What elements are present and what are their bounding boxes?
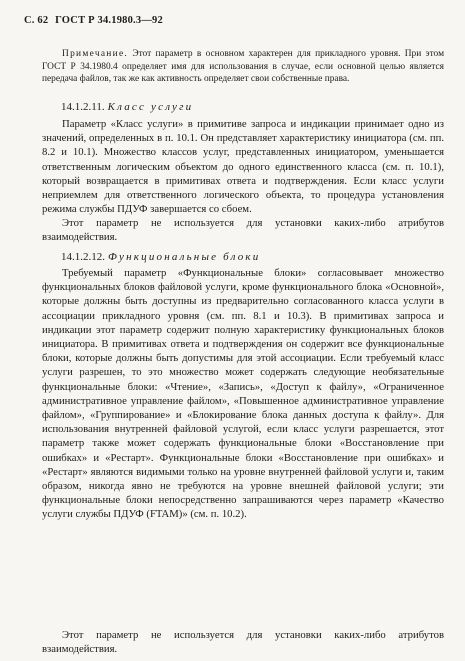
note-paragraph <box>42 48 444 86</box>
section-number: 14.1.2.11. <box>61 101 105 113</box>
standard-code: ГОСТ Р 34.1980.3—92 <box>55 15 163 26</box>
note-text: Этот параметр в основном характерен для прикладного уровня. При этом ГОСТ Р 34.1980.4 определяет имя для использования в случае, если основной целью является передача файлов, так же как активность определяет свои собственные права. <box>42 49 444 85</box>
section-title: Класс услуги <box>107 101 194 113</box>
service-class-note-paragraph: Этот параметр не используется для установки каких-либо атрибутов взаимодействия. <box>42 217 444 244</box>
section-heading-service-class <box>61 101 193 113</box>
section-number: 14.1.2.12. <box>61 251 105 263</box>
page-header <box>24 15 163 26</box>
service-class-paragraph: Параметр «Класс услуги» в примитиве запроса и индикации принимает одно из значений, определенных в п. 10.1. Он представляет характеристику инициатора (см. пп. 8.2 и 10.1). Множество классов услуг, представленных инициатором, уменьшается ответственным логическим объектом до одного единственного класса (см. п. 10.1), который возвращается в примитивах ответа и подтверждения. Если класс услуги неприемлем для ответственного логического объекта, то процедура установления режима службы ПДУФ завершается со сбоем. <box>42 118 444 216</box>
section-heading-functional-units <box>61 251 260 263</box>
note-label: Примечание. <box>62 49 129 59</box>
functional-units-paragraph: Требуемый параметр «Функциональные блоки» согласовывает множество функциональных блоков файловой услуги, кроме функционального блока «Основной», которые должны быть доступны из предварительно согласованного класса услуги в ассоциации прикладного уровня (см. пп. 8.1 и 10.3). В примитивах запроса и индикации этот параметр содержит полную характеристику функциональных блоков инициатора. В примитивах ответа и подтверждения он содержит все функциональные блоки, которые должны быть допустимы для этой ассоциации. Если требуемый класс услуги разрешен, то это множество может содержать следующие необязательные функциональные блоки: «Чтение», «Запись», «Доступ к файлу», «Ограниченное административное управление файлом», «Повышенное административное управление файлом», «Группирование» и «Блокирование блока данных доступа к файлу». Для использования внутренней файловой услугой, если класс услуги разрешается, этот параметр также может содержать функциональные блоки «Восстановление при ошибках» и «Рестарт». Функциональные блоки «Восстановление при ошибках» и «Рестарт» являются видимыми только на уровне внутренней файловой услуги и, таким образом, никогда явно не требуются на уровне внешней файловой услуги; эти функциональные блоки непосредственно запрашиваются через параметр «Качество услуги службы ПДУФ (FTAM)» (см. п. 10.2). <box>42 267 444 521</box>
page-number: С. 62 <box>24 15 49 26</box>
section-title: Функциональные блоки <box>108 251 261 263</box>
functional-units-note-paragraph: Этот параметр не используется для установки каких-либо атрибутов взаимодействия. <box>42 629 444 656</box>
